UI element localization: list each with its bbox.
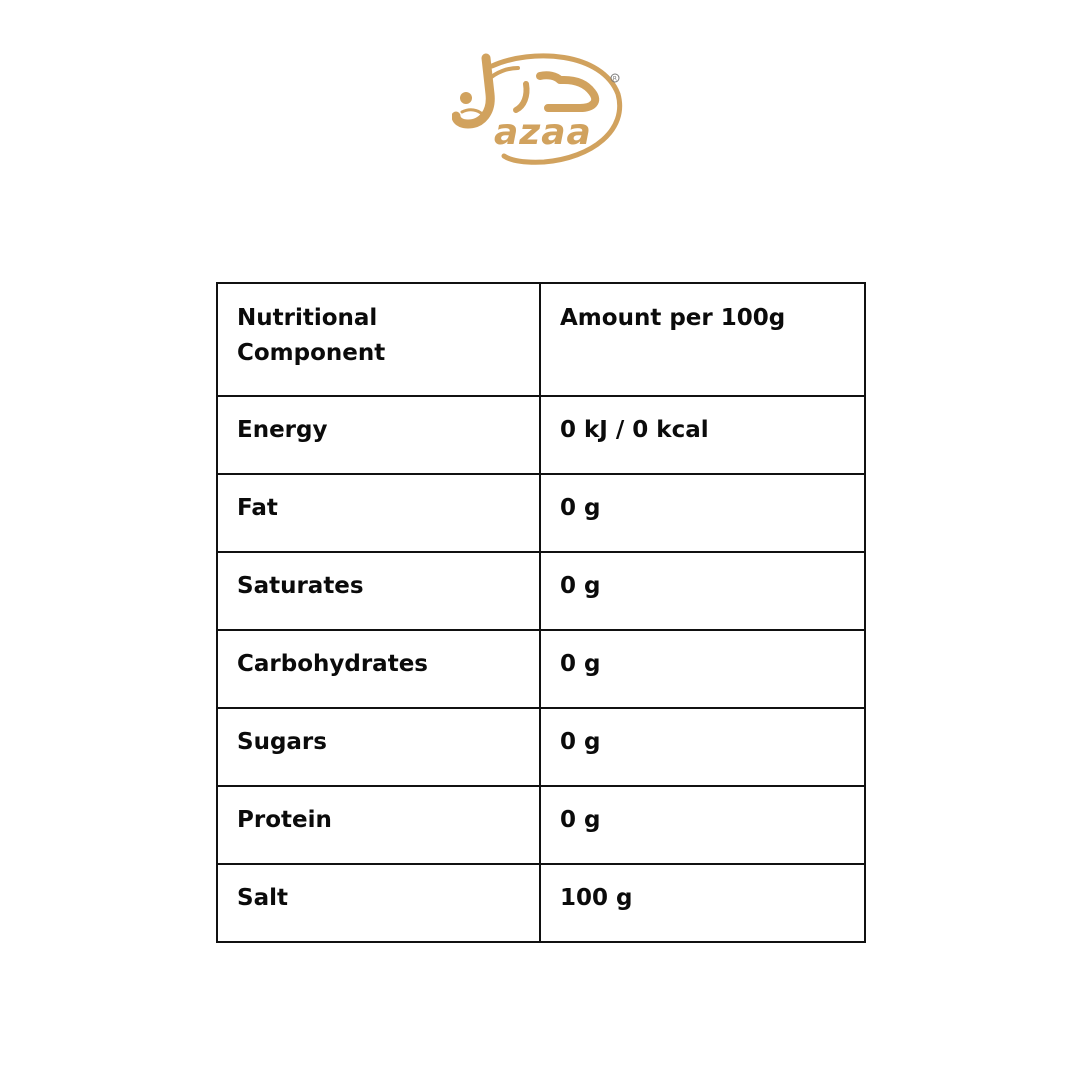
table-row: [217, 864, 865, 942]
component-cell: Fat: [217, 474, 540, 552]
table-header-row: [217, 283, 865, 396]
jazaa-logo-icon: [452, 50, 628, 168]
amount-cell: 0 g: [540, 786, 865, 864]
column-header-component: [217, 283, 540, 396]
brand-logo: [452, 50, 628, 168]
component-cell: Protein: [217, 786, 540, 864]
component-cell: Sugars: [217, 708, 540, 786]
table-row: [217, 708, 865, 786]
table-row: [217, 630, 865, 708]
component-cell: Salt: [217, 864, 540, 942]
table-row: [217, 786, 865, 864]
svg-text:azaa: azaa: [494, 112, 592, 153]
column-header-amount: Amount per 100g: [540, 283, 865, 396]
component-cell: Carbohydrates: [217, 630, 540, 708]
svg-text:R: R: [612, 75, 617, 83]
amount-cell: 0 g: [540, 708, 865, 786]
table-row: [217, 396, 865, 474]
amount-cell: 100 g: [540, 864, 865, 942]
table-row: [217, 474, 865, 552]
table-row: [217, 552, 865, 630]
amount-cell: 0 g: [540, 474, 865, 552]
nutrition-table: [216, 282, 866, 943]
component-cell: Energy: [217, 396, 540, 474]
amount-cell: 0 g: [540, 630, 865, 708]
column-header-component-label: Nutritional Component: [237, 305, 386, 366]
component-cell: Saturates: [217, 552, 540, 630]
amount-cell: 0 kJ / 0 kcal: [540, 396, 865, 474]
amount-cell: 0 g: [540, 552, 865, 630]
